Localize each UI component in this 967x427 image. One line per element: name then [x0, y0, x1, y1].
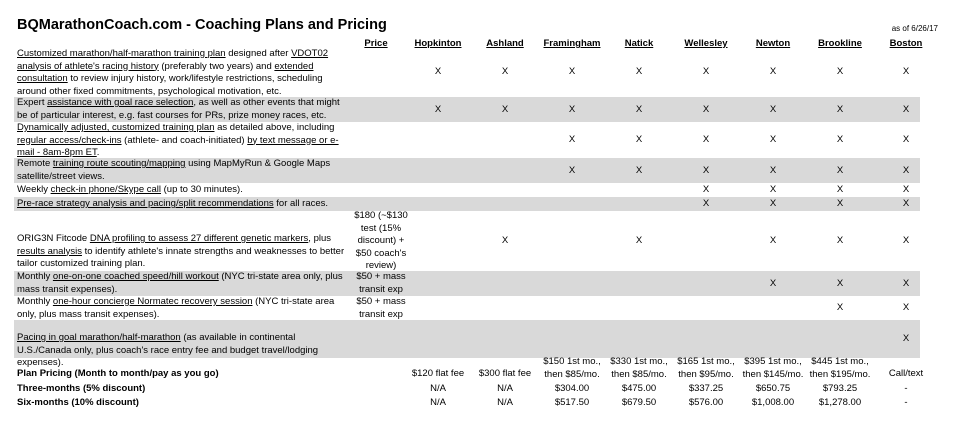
availability-mark: X — [434, 65, 442, 77]
availability-mark: X — [836, 134, 844, 145]
pricing-value: Call/text — [888, 368, 924, 379]
service-text: Weekly — [17, 184, 51, 195]
service-text: , plus — [308, 233, 332, 244]
pricing-value: $304.00 — [554, 383, 590, 394]
pricing-value: $150 1st mo., then $85/mo. — [543, 356, 601, 380]
service-text: Monthly — [17, 271, 53, 282]
service-row — [14, 271, 920, 296]
availability-mark: X — [702, 184, 710, 195]
availability-mark: X — [902, 198, 910, 209]
service-description — [17, 233, 347, 271]
pricing-label: Plan Pricing (Month to month/pay as you go) — [17, 368, 219, 379]
availability-mark: X — [836, 198, 844, 209]
service-highlight: assistance with goal race selection — [47, 97, 194, 108]
availability-mark: X — [501, 103, 509, 115]
service-row — [14, 47, 920, 96]
service-description — [17, 97, 347, 122]
service-row — [14, 211, 920, 271]
service-text: Expert — [17, 97, 48, 108]
availability-mark: X — [702, 65, 710, 77]
service-highlight: VDOT02 analysis of athlete's racing history — [17, 48, 329, 72]
service-highlight: training route scouting/mapping — [52, 158, 186, 169]
service-text: , as well as other events that might be of particular interest, e.g. fast courses for PRs, prize money races, etc. — [17, 97, 340, 121]
availability-mark: X — [568, 164, 576, 176]
pricing-value: N/A — [497, 383, 513, 394]
availability-mark: X — [568, 134, 576, 145]
availability-mark: X — [836, 65, 844, 77]
service-text: as detailed above, including — [214, 122, 335, 133]
pricing-value: $120 flat fee — [411, 368, 465, 379]
service-highlight: Pacing in goal marathon/half-marathon — [17, 332, 181, 343]
service-row — [14, 183, 920, 197]
price-header: Price — [364, 38, 388, 49]
availability-mark: X — [769, 164, 777, 176]
availability-mark: X — [769, 103, 777, 115]
availability-mark: X — [769, 65, 777, 77]
pricing-value: $445 1st mo., then $195/mo. — [809, 356, 871, 380]
service-text: Remote — [17, 158, 53, 169]
availability-mark: X — [769, 134, 777, 145]
service-text: Monthly — [17, 296, 53, 307]
service-text: (as available in continental U.S./Canada only, plus coach's race entry fee and budget travel/lodging expenses). — [17, 332, 319, 368]
pricing-value: $337.25 — [688, 383, 724, 394]
availability-mark: X — [635, 164, 643, 176]
service-row — [14, 158, 920, 183]
availability-mark: X — [501, 235, 509, 246]
service-highlight: check-in phone/Skype call — [50, 184, 161, 195]
service-text: using MapMyRun & Google Maps satellite/street views. — [17, 158, 331, 182]
availability-mark: X — [836, 277, 844, 289]
availability-mark: X — [902, 65, 910, 77]
service-highlight: one-on-one coached speed/hill workout — [52, 271, 219, 282]
service-row — [14, 296, 920, 320]
column-header-newton: Newton — [755, 38, 791, 49]
availability-mark: X — [902, 103, 910, 115]
service-highlight: by text message or e-mail - 8am-8pm ET — [17, 134, 339, 158]
service-description — [17, 184, 347, 197]
service-text: . — [96, 147, 100, 158]
availability-mark: X — [568, 65, 576, 77]
pricing-value: $395 1st mo., then $145/mo. — [742, 356, 804, 380]
column-header-framingham: Framingham — [543, 38, 601, 49]
availability-mark: X — [702, 103, 710, 115]
service-text: (preferably two years) and — [158, 60, 275, 72]
pricing-value: $165 1st mo., then $95/mo. — [677, 356, 735, 380]
service-price: $180 (~$130 test (15% discount) + $50 coach's review) — [354, 210, 408, 271]
service-description — [17, 296, 347, 321]
pricing-value: $475.00 — [621, 383, 657, 394]
availability-mark: X — [836, 184, 844, 195]
service-description — [17, 158, 347, 183]
pricing-value: $517.50 — [554, 397, 590, 408]
availability-mark: X — [635, 103, 643, 115]
pricing-label: Six-months (10% discount) — [17, 397, 139, 408]
pricing-value: $793.25 — [822, 383, 858, 394]
service-text: for all races. — [273, 198, 329, 209]
pricing-value: $330 1st mo., then $85/mo. — [610, 356, 668, 380]
pricing-value: $1,278.00 — [818, 397, 862, 408]
availability-mark: X — [702, 164, 710, 176]
availability-mark: X — [769, 184, 777, 195]
pricing-value: $576.00 — [688, 397, 724, 408]
pricing-value: N/A — [430, 383, 446, 394]
service-highlight: regular access/check-ins — [17, 134, 122, 146]
pricing-label: Three-months (5% discount) — [17, 383, 146, 394]
column-header-natick: Natick — [624, 38, 654, 49]
service-price: $50 + mass transit exp — [356, 296, 406, 320]
service-text: (NYC tri-state area only, plus mass transit expenses). — [17, 296, 335, 320]
availability-mark: X — [836, 164, 844, 176]
availability-mark: X — [902, 164, 910, 176]
service-row — [14, 197, 920, 211]
service-text: (up to 30 minutes). — [161, 184, 243, 195]
availability-mark: X — [902, 184, 910, 195]
service-row — [14, 122, 920, 158]
availability-mark: X — [501, 65, 509, 77]
service-highlight: Customized marathon/half-marathon training plan — [17, 48, 226, 59]
availability-mark: X — [702, 134, 710, 145]
pricing-value: $679.50 — [621, 397, 657, 408]
column-header-boston: Boston — [889, 38, 923, 49]
service-text: designed after — [225, 48, 292, 59]
service-text: ORIG3N Fitcode — [17, 233, 90, 244]
availability-mark: X — [568, 103, 576, 115]
availability-mark: X — [769, 235, 777, 246]
availability-mark: X — [769, 198, 777, 209]
pricing-value: N/A — [430, 397, 446, 408]
service-description — [17, 48, 347, 98]
availability-mark: X — [836, 302, 844, 313]
availability-mark: X — [836, 235, 844, 246]
service-description — [17, 198, 347, 211]
service-highlight: extended consultation — [17, 60, 314, 84]
availability-mark: X — [702, 198, 710, 209]
availability-mark: X — [836, 103, 844, 115]
availability-mark: X — [902, 134, 910, 145]
service-text: to review injury history, work/lifestyle restrictions, scheduling around other fixed commitments, psychological motivation, etc. — [17, 73, 323, 97]
availability-mark: X — [902, 235, 910, 246]
pricing-value: $650.75 — [755, 383, 791, 394]
availability-mark: X — [902, 302, 910, 313]
service-highlight: one-hour concierge Normatec recovery session — [52, 296, 253, 307]
service-highlight: DNA profiling to assess 27 different genetic markers — [89, 233, 309, 244]
availability-mark: X — [635, 235, 643, 246]
service-highlight: results analysis — [17, 245, 82, 257]
service-description — [17, 271, 347, 296]
service-highlight: Pre-race strategy analysis and pacing/split recommendations — [17, 198, 274, 209]
service-text: to identify athlete's innate strengths and weaknesses to better tailor customized training plan. — [17, 245, 345, 269]
column-header-brookline: Brookline — [818, 38, 862, 49]
pricing-value: - — [904, 397, 908, 408]
availability-mark: X — [902, 333, 910, 344]
availability-mark: X — [635, 65, 643, 77]
service-row — [14, 97, 920, 122]
service-text: (NYC tri-state area only, plus mass transit expenses). — [17, 271, 343, 295]
service-price: $50 + mass transit exp — [356, 271, 406, 295]
pricing-value: $300 flat fee — [478, 368, 532, 379]
column-header-ashland: Ashland — [486, 38, 524, 49]
service-description — [17, 122, 347, 160]
availability-mark: X — [635, 134, 643, 145]
availability-mark: X — [769, 277, 777, 289]
pricing-value: - — [904, 383, 908, 394]
as-of-date: as of 6/26/17 — [891, 24, 938, 33]
column-header-wellesley: Wellesley — [684, 38, 728, 49]
availability-mark: X — [902, 277, 910, 289]
service-description — [17, 332, 347, 370]
pricing-value: N/A — [497, 397, 513, 408]
column-header-hopkinton: Hopkinton — [414, 38, 462, 49]
service-text: (athlete- and coach-initiated) — [121, 134, 248, 146]
service-highlight: Dynamically adjusted, customized training plan — [17, 122, 215, 133]
availability-mark: X — [434, 103, 442, 115]
page-title: BQMarathonCoach.com - Coaching Plans and Pricing — [17, 17, 387, 33]
pricing-value: $1,008.00 — [751, 397, 795, 408]
